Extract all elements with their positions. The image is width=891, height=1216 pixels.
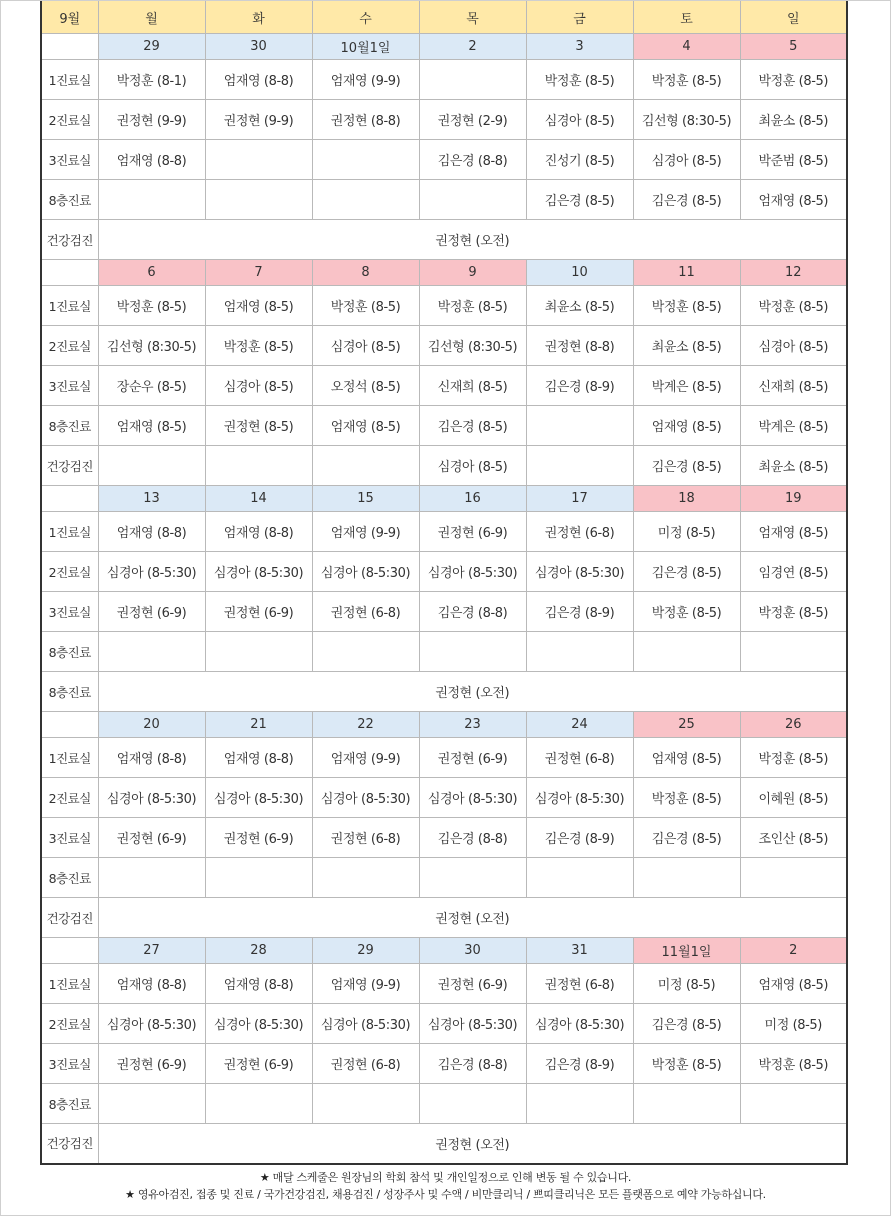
schedule-cell: 엄재영 (8-5) bbox=[312, 406, 419, 446]
day-header-tue: 화 bbox=[205, 1, 312, 34]
schedule-row bbox=[41, 552, 847, 592]
schedule-cell: 김은경 (8-8) bbox=[419, 592, 526, 632]
room-label: 1진료실 bbox=[41, 738, 98, 778]
room-label: 건강검진 bbox=[41, 898, 98, 938]
schedule-cell bbox=[526, 446, 633, 486]
schedule-cell: 김은경 (8-5) bbox=[633, 446, 740, 486]
merged-schedule-cell: 권정현 (오전) bbox=[98, 672, 847, 712]
day-header-sat: 토 bbox=[633, 1, 740, 34]
room-label: 2진료실 bbox=[41, 100, 98, 140]
schedule-cell: 김은경 (8-8) bbox=[419, 818, 526, 858]
schedule-cell: 심경아 (8-5) bbox=[419, 446, 526, 486]
date-cell: 11월1일 bbox=[633, 938, 740, 964]
schedule-cell bbox=[526, 632, 633, 672]
schedule-cell bbox=[312, 140, 419, 180]
day-header-fri: 금 bbox=[526, 1, 633, 34]
schedule-cell bbox=[205, 1084, 312, 1124]
schedule-cell: 권정현 (6-8) bbox=[312, 1044, 419, 1084]
schedule-cell: 김은경 (8-8) bbox=[419, 1044, 526, 1084]
schedule-cell: 박정훈 (8-5) bbox=[633, 778, 740, 818]
schedule-row bbox=[41, 286, 847, 326]
room-label: 2진료실 bbox=[41, 552, 98, 592]
schedule-cell: 엄재영 (8-8) bbox=[98, 512, 205, 552]
schedule-cell bbox=[205, 632, 312, 672]
schedule-cell: 미정 (8-5) bbox=[633, 512, 740, 552]
schedule-row bbox=[41, 964, 847, 1004]
date-cell: 5 bbox=[740, 34, 847, 60]
date-cell: 23 bbox=[419, 712, 526, 738]
room-label: 건강검진 bbox=[41, 220, 98, 260]
date-cell: 2 bbox=[419, 34, 526, 60]
schedule-cell bbox=[526, 858, 633, 898]
day-header-mon: 월 bbox=[98, 1, 205, 34]
schedule-cell bbox=[205, 446, 312, 486]
schedule-row bbox=[41, 180, 847, 220]
schedule-cell: 박정훈 (8-5) bbox=[740, 738, 847, 778]
schedule-cell: 김은경 (8-9) bbox=[526, 366, 633, 406]
room-label: 1진료실 bbox=[41, 512, 98, 552]
merged-schedule-cell: 권정현 (오전) bbox=[98, 1124, 847, 1164]
schedule-cell: 김은경 (8-5) bbox=[633, 552, 740, 592]
room-label: 8층진료 bbox=[41, 858, 98, 898]
schedule-cell: 엄재영 (9-9) bbox=[312, 60, 419, 100]
schedule-cell: 엄재영 (8-8) bbox=[205, 738, 312, 778]
schedule-cell: 신재희 (8-5) bbox=[419, 366, 526, 406]
schedule-cell: 박정훈 (8-5) bbox=[205, 326, 312, 366]
schedule-cell: 박정훈 (8-5) bbox=[633, 1044, 740, 1084]
footer-notes bbox=[0, 1169, 891, 1203]
schedule-cell: 권정현 (6-9) bbox=[205, 1044, 312, 1084]
date-row-blank bbox=[41, 34, 98, 60]
schedule-cell: 엄재영 (8-8) bbox=[205, 512, 312, 552]
schedule-cell bbox=[205, 858, 312, 898]
date-cell: 17 bbox=[526, 486, 633, 512]
room-label: 3진료실 bbox=[41, 140, 98, 180]
schedule-cell bbox=[98, 180, 205, 220]
schedule-row bbox=[41, 406, 847, 446]
schedule-cell: 엄재영 (8-8) bbox=[98, 964, 205, 1004]
room-label: 8층진료 bbox=[41, 1084, 98, 1124]
schedule-cell: 심경아 (8-5:30) bbox=[312, 552, 419, 592]
date-cell: 12 bbox=[740, 260, 847, 286]
schedule-cell: 심경아 (8-5) bbox=[526, 100, 633, 140]
footer-note: ★ 매달 스케줄은 원장님의 학회 참석 및 개인일정으로 인해 변동 될 수 있습니다. bbox=[259, 1171, 632, 1184]
schedule-cell: 권정현 (6-9) bbox=[98, 592, 205, 632]
schedule-cell: 심경아 (8-5:30) bbox=[312, 778, 419, 818]
schedule-cell bbox=[312, 446, 419, 486]
schedule-cell bbox=[526, 1084, 633, 1124]
schedule-cell: 권정현 (8-8) bbox=[526, 326, 633, 366]
schedule-cell: 박정훈 (8-1) bbox=[98, 60, 205, 100]
schedule-cell: 김은경 (8-5) bbox=[633, 180, 740, 220]
room-label: 8층진료 bbox=[41, 406, 98, 446]
schedule-cell: 김선형 (8:30-5) bbox=[419, 326, 526, 366]
date-cell: 13 bbox=[98, 486, 205, 512]
date-cell: 27 bbox=[98, 938, 205, 964]
schedule-cell: 최윤소 (8-5) bbox=[740, 446, 847, 486]
schedule-cell: 권정현 (8-8) bbox=[312, 100, 419, 140]
date-cell: 30 bbox=[419, 938, 526, 964]
schedule-row bbox=[41, 592, 847, 632]
schedule-cell bbox=[312, 632, 419, 672]
schedule-cell: 엄재영 (8-5) bbox=[98, 406, 205, 446]
date-cell: 16 bbox=[419, 486, 526, 512]
date-cell: 9 bbox=[419, 260, 526, 286]
schedule-cell: 김은경 (8-9) bbox=[526, 592, 633, 632]
schedule-cell: 이혜원 (8-5) bbox=[740, 778, 847, 818]
schedule-cell bbox=[740, 1084, 847, 1124]
schedule-cell bbox=[526, 406, 633, 446]
date-row bbox=[41, 260, 847, 286]
schedule-cell bbox=[312, 1084, 419, 1124]
date-cell: 14 bbox=[205, 486, 312, 512]
date-cell: 26 bbox=[740, 712, 847, 738]
schedule-cell bbox=[633, 632, 740, 672]
schedule-cell: 엄재영 (8-5) bbox=[633, 738, 740, 778]
schedule-cell: 권정현 (6-9) bbox=[205, 592, 312, 632]
date-cell: 15 bbox=[312, 486, 419, 512]
schedule-row bbox=[41, 140, 847, 180]
schedule-cell: 임경연 (8-5) bbox=[740, 552, 847, 592]
room-label: 1진료실 bbox=[41, 60, 98, 100]
schedule-cell: 김은경 (8-5) bbox=[633, 818, 740, 858]
schedule-cell: 김은경 (8-5) bbox=[526, 180, 633, 220]
schedule-cell bbox=[312, 858, 419, 898]
schedule-cell: 박정훈 (8-5) bbox=[740, 60, 847, 100]
date-cell: 24 bbox=[526, 712, 633, 738]
date-cell: 19 bbox=[740, 486, 847, 512]
schedule-cell bbox=[98, 1084, 205, 1124]
schedule-cell: 심경아 (8-5:30) bbox=[98, 552, 205, 592]
merged-schedule-cell: 권정현 (오전) bbox=[98, 220, 847, 260]
date-cell: 30 bbox=[205, 34, 312, 60]
room-label: 3진료실 bbox=[41, 366, 98, 406]
schedule-cell: 엄재영 (8-5) bbox=[205, 286, 312, 326]
date-cell: 11 bbox=[633, 260, 740, 286]
schedule-cell: 권정현 (6-8) bbox=[526, 738, 633, 778]
date-row-blank bbox=[41, 486, 98, 512]
schedule-row bbox=[41, 326, 847, 366]
schedule-row bbox=[41, 778, 847, 818]
schedule-cell: 장순우 (8-5) bbox=[98, 366, 205, 406]
date-cell: 8 bbox=[312, 260, 419, 286]
date-cell: 10월1일 bbox=[312, 34, 419, 60]
schedule-cell: 심경아 (8-5:30) bbox=[526, 1004, 633, 1044]
schedule-row bbox=[41, 366, 847, 406]
date-cell: 2 bbox=[740, 938, 847, 964]
schedule-cell: 권정현 (6-8) bbox=[526, 964, 633, 1004]
schedule-cell: 김은경 (8-5) bbox=[419, 406, 526, 446]
schedule-cell: 심경아 (8-5:30) bbox=[419, 778, 526, 818]
date-cell: 22 bbox=[312, 712, 419, 738]
schedule-cell: 박정훈 (8-5) bbox=[526, 60, 633, 100]
schedule-cell bbox=[205, 180, 312, 220]
schedule-cell bbox=[419, 60, 526, 100]
schedule-cell: 엄재영 (8-8) bbox=[205, 60, 312, 100]
date-cell: 10 bbox=[526, 260, 633, 286]
date-row bbox=[41, 712, 847, 738]
schedule-cell: 심경아 (8-5:30) bbox=[205, 1004, 312, 1044]
schedule-cell: 박정훈 (8-5) bbox=[633, 286, 740, 326]
schedule-cell: 박정훈 (8-5) bbox=[633, 592, 740, 632]
schedule-cell: 진성기 (8-5) bbox=[526, 140, 633, 180]
schedule-cell: 심경아 (8-5:30) bbox=[312, 1004, 419, 1044]
schedule-row bbox=[41, 1124, 847, 1164]
schedule-cell bbox=[98, 446, 205, 486]
date-cell: 18 bbox=[633, 486, 740, 512]
schedule-cell: 엄재영 (8-5) bbox=[740, 180, 847, 220]
schedule-cell: 심경아 (8-5:30) bbox=[526, 552, 633, 592]
date-cell: 20 bbox=[98, 712, 205, 738]
schedule-row bbox=[41, 672, 847, 712]
schedule-cell: 엄재영 (9-9) bbox=[312, 738, 419, 778]
date-row-blank bbox=[41, 260, 98, 286]
schedule-cell: 심경아 (8-5) bbox=[633, 140, 740, 180]
schedule-cell: 박정훈 (8-5) bbox=[740, 286, 847, 326]
schedule-cell bbox=[205, 140, 312, 180]
schedule-cell: 권정현 (6-9) bbox=[419, 738, 526, 778]
schedule-cell: 심경아 (8-5:30) bbox=[205, 552, 312, 592]
room-label: 1진료실 bbox=[41, 286, 98, 326]
room-label: 3진료실 bbox=[41, 818, 98, 858]
date-cell: 21 bbox=[205, 712, 312, 738]
schedule-cell bbox=[98, 632, 205, 672]
date-cell: 29 bbox=[98, 34, 205, 60]
schedule-cell: 권정현 (6-8) bbox=[526, 512, 633, 552]
date-cell: 3 bbox=[526, 34, 633, 60]
schedule-row bbox=[41, 858, 847, 898]
schedule-cell: 엄재영 (8-8) bbox=[98, 140, 205, 180]
date-cell: 25 bbox=[633, 712, 740, 738]
schedule-cell: 심경아 (8-5:30) bbox=[419, 1004, 526, 1044]
schedule-cell: 김선형 (8:30-5) bbox=[98, 326, 205, 366]
room-label: 2진료실 bbox=[41, 326, 98, 366]
schedule-cell: 박준범 (8-5) bbox=[740, 140, 847, 180]
schedule-cell: 박정훈 (8-5) bbox=[98, 286, 205, 326]
header-row bbox=[41, 1, 847, 34]
schedule-cell: 권정현 (6-9) bbox=[98, 1044, 205, 1084]
schedule-row bbox=[41, 632, 847, 672]
room-label: 3진료실 bbox=[41, 592, 98, 632]
schedule-row bbox=[41, 446, 847, 486]
date-row bbox=[41, 486, 847, 512]
schedule-cell: 권정현 (6-9) bbox=[419, 964, 526, 1004]
schedule-cell: 박정훈 (8-5) bbox=[419, 286, 526, 326]
schedule-cell: 심경아 (8-5:30) bbox=[98, 778, 205, 818]
date-cell: 31 bbox=[526, 938, 633, 964]
schedule-cell bbox=[419, 180, 526, 220]
schedule-cell: 심경아 (8-5:30) bbox=[419, 552, 526, 592]
schedule-cell: 박정훈 (8-5) bbox=[740, 592, 847, 632]
schedule-row bbox=[41, 220, 847, 260]
schedule-row bbox=[41, 898, 847, 938]
schedule-cell: 최윤소 (8-5) bbox=[526, 286, 633, 326]
schedule-row bbox=[41, 60, 847, 100]
date-cell: 29 bbox=[312, 938, 419, 964]
schedule-cell: 권정현 (9-9) bbox=[205, 100, 312, 140]
schedule-cell: 엄재영 (8-8) bbox=[205, 964, 312, 1004]
schedule-cell: 심경아 (8-5) bbox=[740, 326, 847, 366]
room-label: 8층진료 bbox=[41, 672, 98, 712]
schedule-cell: 심경아 (8-5:30) bbox=[205, 778, 312, 818]
schedule-cell bbox=[633, 858, 740, 898]
schedule-row bbox=[41, 1004, 847, 1044]
schedule-cell: 김은경 (8-9) bbox=[526, 818, 633, 858]
day-header-wed: 수 bbox=[312, 1, 419, 34]
date-cell: 6 bbox=[98, 260, 205, 286]
schedule-cell: 조인산 (8-5) bbox=[740, 818, 847, 858]
schedule-cell bbox=[98, 858, 205, 898]
schedule-cell bbox=[419, 1084, 526, 1124]
schedule-cell bbox=[633, 1084, 740, 1124]
room-label: 2진료실 bbox=[41, 778, 98, 818]
date-cell: 4 bbox=[633, 34, 740, 60]
schedule-cell: 최윤소 (8-5) bbox=[740, 100, 847, 140]
room-label: 2진료실 bbox=[41, 1004, 98, 1044]
schedule-cell: 박정훈 (8-5) bbox=[633, 60, 740, 100]
schedule-cell: 박정훈 (8-5) bbox=[740, 1044, 847, 1084]
schedule-cell: 미정 (8-5) bbox=[633, 964, 740, 1004]
schedule-cell: 엄재영 (8-8) bbox=[98, 738, 205, 778]
schedule-cell bbox=[312, 180, 419, 220]
schedule-table bbox=[40, 0, 848, 1165]
schedule-cell: 심경아 (8-5) bbox=[205, 366, 312, 406]
schedule-cell: 권정현 (9-9) bbox=[98, 100, 205, 140]
date-row bbox=[41, 34, 847, 60]
schedule-cell: 권정현 (6-9) bbox=[419, 512, 526, 552]
schedule-cell bbox=[740, 858, 847, 898]
schedule-cell: 최윤소 (8-5) bbox=[633, 326, 740, 366]
room-label: 건강검진 bbox=[41, 1124, 98, 1164]
schedule-cell bbox=[740, 632, 847, 672]
room-label: 8층진료 bbox=[41, 632, 98, 672]
merged-schedule-cell: 권정현 (오전) bbox=[98, 898, 847, 938]
date-cell: 28 bbox=[205, 938, 312, 964]
schedule-cell: 엄재영 (9-9) bbox=[312, 512, 419, 552]
day-header-sun: 일 bbox=[740, 1, 847, 34]
schedule-cell: 엄재영 (8-5) bbox=[740, 964, 847, 1004]
schedule-cell: 엄재영 (9-9) bbox=[312, 964, 419, 1004]
schedule-cell: 박정훈 (8-5) bbox=[312, 286, 419, 326]
schedule-cell: 권정현 (8-5) bbox=[205, 406, 312, 446]
schedule-cell: 박계은 (8-5) bbox=[740, 406, 847, 446]
schedule-cell: 권정현 (6-9) bbox=[98, 818, 205, 858]
footer-note: ★ 영유아검진, 접종 및 진료 / 국가건강검진, 채용검진 / 성장주사 및 수액 / 비만클리닉 / 쁘띠클리닉은 모든 플랫폼으로 예약 가능하십니다. bbox=[125, 1188, 766, 1201]
schedule-row bbox=[41, 512, 847, 552]
schedule-cell: 권정현 (6-8) bbox=[312, 818, 419, 858]
schedule-row bbox=[41, 1044, 847, 1084]
room-label: 건강검진 bbox=[41, 446, 98, 486]
date-row bbox=[41, 938, 847, 964]
schedule-cell: 김은경 (8-8) bbox=[419, 140, 526, 180]
date-cell: 7 bbox=[205, 260, 312, 286]
schedule-cell: 권정현 (2-9) bbox=[419, 100, 526, 140]
schedule-cell bbox=[419, 632, 526, 672]
day-header-thu: 목 bbox=[419, 1, 526, 34]
schedule-cell: 엄재영 (8-5) bbox=[740, 512, 847, 552]
schedule-cell: 엄재영 (8-5) bbox=[633, 406, 740, 446]
schedule-cell: 심경아 (8-5:30) bbox=[526, 778, 633, 818]
schedule-row bbox=[41, 738, 847, 778]
schedule-cell: 신재희 (8-5) bbox=[740, 366, 847, 406]
schedule-cell: 김은경 (8-5) bbox=[633, 1004, 740, 1044]
room-label: 8층진료 bbox=[41, 180, 98, 220]
schedule-row bbox=[41, 1084, 847, 1124]
schedule-cell: 박계은 (8-5) bbox=[633, 366, 740, 406]
schedule-cell: 권정현 (6-9) bbox=[205, 818, 312, 858]
schedule-cell: 심경아 (8-5:30) bbox=[98, 1004, 205, 1044]
schedule-cell: 미정 (8-5) bbox=[740, 1004, 847, 1044]
schedule-cell: 오정석 (8-5) bbox=[312, 366, 419, 406]
schedule-cell: 심경아 (8-5) bbox=[312, 326, 419, 366]
room-label: 3진료실 bbox=[41, 1044, 98, 1084]
schedule-cell: 김은경 (8-9) bbox=[526, 1044, 633, 1084]
date-row-blank bbox=[41, 938, 98, 964]
schedule-cell bbox=[419, 858, 526, 898]
room-label: 1진료실 bbox=[41, 964, 98, 1004]
schedule-row bbox=[41, 100, 847, 140]
schedule-cell: 김선형 (8:30-5) bbox=[633, 100, 740, 140]
schedule-cell: 권정현 (6-8) bbox=[312, 592, 419, 632]
month-label: 9월 bbox=[41, 1, 98, 34]
schedule-row bbox=[41, 818, 847, 858]
date-row-blank bbox=[41, 712, 98, 738]
